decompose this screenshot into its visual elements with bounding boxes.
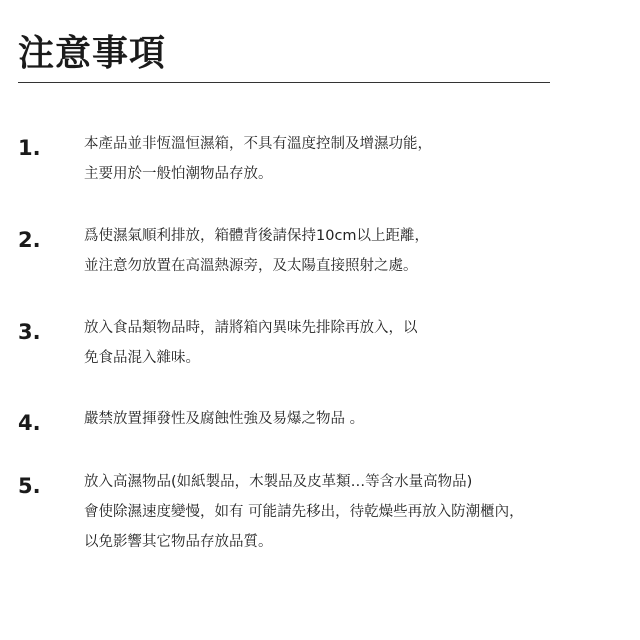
note-text-line: 放入食品類物品時，請將箱內異味先排除再放入，以 — [84, 320, 418, 336]
note-text-line: 以免影響其它物品存放品質。 — [84, 534, 273, 550]
note-number: 4. — [18, 411, 41, 435]
note-text-line: 爲使濕氣順利排放，箱體背後請保持10cm以上距離， — [84, 228, 430, 244]
note-number: 2. — [18, 228, 41, 252]
note-text-line: 主要用於一般怕潮物品存放。 — [84, 166, 273, 182]
note-text-line: 放入高濕物品(如紙製品，木製品及皮革類…等含水量高物品) — [84, 474, 473, 490]
note-number: 5. — [18, 474, 41, 498]
note-number: 3. — [18, 320, 41, 344]
note-text-line: 會使除濕速度變慢，如有 可能請先移出，待乾燥些再放入防潮櫃內， — [84, 504, 524, 520]
note-text-line: 並注意勿放置在高溫熱源旁，及太陽直接照射之處。 — [84, 258, 418, 274]
note-text-line: 免食品混入雜味。 — [84, 350, 200, 366]
title-divider — [18, 82, 550, 83]
page-title: 注意事項 — [18, 33, 167, 74]
note-text-line: 本產品並非恆溫恒濕箱，不具有溫度控制及增濕功能， — [84, 136, 432, 152]
note-text-line: 嚴禁放置揮發性及腐蝕性強及易爆之物品 。 — [84, 411, 365, 427]
note-number: 1. — [18, 136, 41, 160]
